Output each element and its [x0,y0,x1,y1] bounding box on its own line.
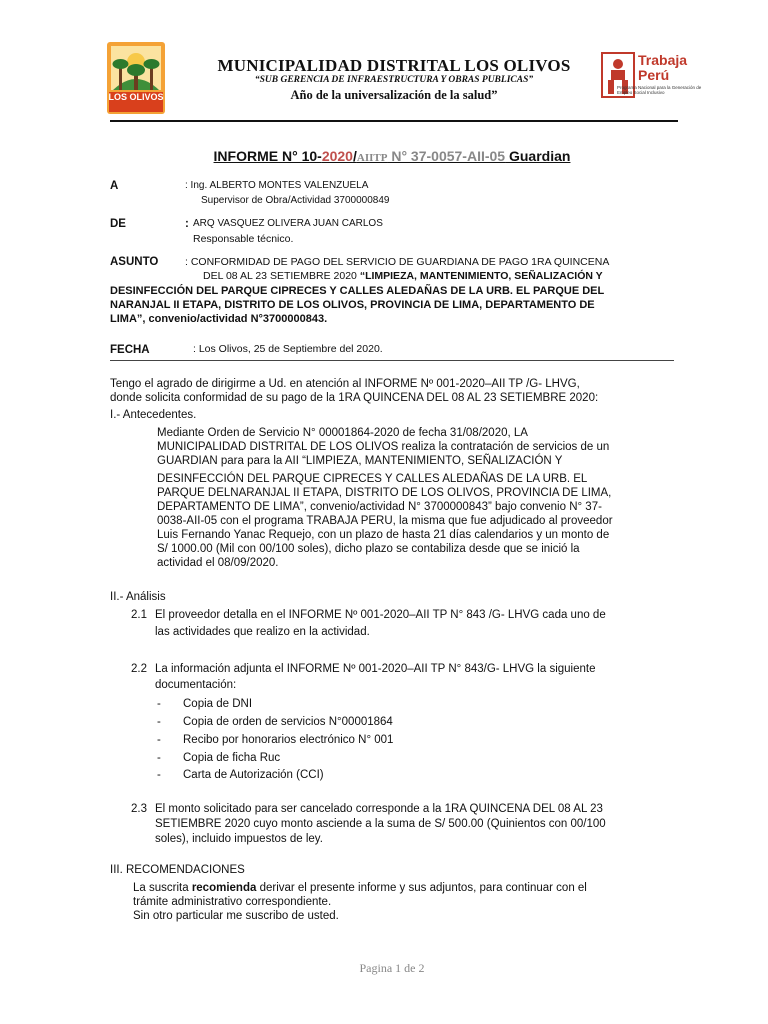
trabaja-logo-line1: Trabaja [638,52,688,68]
analisis-2-3-number: 2.3 [131,803,147,815]
municipal-logo-text: LOS OLIVOS [108,92,164,102]
bullet-dash: - [157,769,161,781]
fecha-label: FECHA [110,344,150,356]
recomendacion-line-1c: derivar el presente informe y sus adjuntos, para continuar con el [256,882,587,894]
informe-year: 2020 [321,148,353,164]
bullet-dash: - [157,734,161,746]
asunto-line-2b: “LIMPIEZA, MANTENIMIENTO, SEÑALIZACIÓN Y [359,270,603,282]
analisis-2-3-line-1: El monto solicitado para ser cancelado corresponde a la 1RA QUINCENA DEL 08 AL 23 [155,803,603,815]
header-divider [110,120,678,122]
antecedentes-line-3: GUARDIAN para para la AII “LIMPIEZA, MANTENIMIENTO, SEÑALIZACIÓN Y [157,455,563,467]
bullet-dash: - [157,716,161,728]
asunto-line-3: DESINFECCIÓN DEL PARQUE CIPRECES Y CALLES ALEDAÑAS DE LA URB. EL PARQUE DEL [110,285,605,297]
asunto-line-2 [203,270,603,282]
bullet-item: Copia de DNI [183,698,253,710]
de-colon: : [185,218,189,230]
informe-slash: / [352,148,357,164]
antecedentes-line-6: DEPARTAMENTO DE LIMA”, convenio/actividad N° 3700000843” bajo convenio N° 37- [157,501,602,513]
antecedentes-line-10: actividad el 08/09/2020. [157,557,279,569]
antecedentes-line-1: Mediante Orden de Servicio N° 00001864-2020 de fecha 31/08/2020, LA [157,427,528,439]
recomendacion-keyword: recomienda [191,882,257,894]
header-subtitle: “SUB GERENCIA DE INFRAESTRUCTURA Y OBRAS PUBLICAS” [254,75,534,85]
asunto-line-4: NARANJAL II ETAPA, DISTRITO DE LOS OLIVOS, PROVINCIA DE LIMA, DEPARTAMENTO DE [110,299,595,311]
trabaja-peru-logo [601,52,702,106]
antecedentes-line-5: PARQUE DELNARANJAL II ETAPA, DISTRITO DE LOS OLIVOS, PROVINCIA DE LIMA, [157,487,612,499]
recomendacion-line-1a: La suscrita [133,882,192,894]
header-year-line: Año de la universalización de la salud” [290,88,498,102]
header-title: MUNICIPALIDAD DISTRITAL LOS OLIVOS [217,56,571,75]
a-value-2: Supervisor de Obra/Actividad 3700000849 [201,195,390,206]
intro-line-2: donde solicita conformidad de su pago de la 1RA QUINCENA DEL 08 AL 23 SETIEMBRE 2020: [110,392,599,404]
recomendacion-line-1 [133,881,587,895]
informe-prefix: INFORME N° 10- [213,148,322,164]
bullet-item: Copia de ficha Ruc [183,752,281,764]
asunto-line-1: : CONFORMIDAD DE PAGO DEL SERVICIO DE GUARDIANA DE PAGO 1RA QUINCENA [185,256,610,268]
antecedentes-line-4: DESINFECCIÓN DEL PARQUE CIPRECES Y CALLES ALEDAÑAS DE LA URB. EL [157,473,588,485]
asunto-line-5: LIMA”, convenio/actividad N°3700000843. [110,313,328,325]
analisis-2-2-number: 2.2 [131,663,147,675]
bullet-dash: - [157,698,161,710]
de-value: ARQ VASQUEZ OLIVERA JUAN CARLOS [193,218,383,229]
section-3-heading: III. RECOMENDACIONES [110,864,245,876]
section-1-heading: I.- Antecedentes. [110,409,197,421]
antecedentes-line-9: S/ 1000.00 (Mil con 00/100 soles), dicho plazo se contabiliza desde que se inició la [157,543,580,555]
de-label: DE [110,218,126,230]
recomendacion-line-2: trámite administrativo correspondiente. [133,896,332,908]
analisis-2-3-line-2: SETIEMBRE 2020 cuyo monto asciende a la suma de S/ 500.00 (Quinientos con 00/100 [155,818,606,830]
informe-title [110,148,674,164]
a-value: : Ing. ALBERTO MONTES VALENZUELA [185,180,369,191]
informe-suffix: Guardian [505,148,571,164]
bullet-item: Carta de Autorización (CCI) [183,769,324,781]
asunto-line-2a: DEL 08 AL 23 SETIEMBRE 2020 [203,270,360,282]
analisis-2-2-line-2: documentación: [155,679,237,691]
antecedentes-line-7: 0038-AII-05 con el programa TRABAJA PERU, la misma que fue adjudicado al proveedor [157,515,613,527]
fecha-value: : Los Olivos, 25 de Septiembre del 2020. [193,343,383,355]
intro-line-1: Tengo el agrado de dirigirme a Ud. en atención al INFORME Nº 001-2020–AII TP /G- LHVG, [110,378,580,390]
trabaja-logo-caption: Programa Nacional para la Generación de Empleo Social Inclusivo [617,85,702,95]
bullet-item: Recibo por honorarios electrónico N° 001 [183,734,394,746]
meta-divider [110,360,674,361]
informe-aiitp: AIITP [356,152,388,164]
analisis-2-3-line-3: soles), incluido impuestos de ley. [155,833,323,845]
analisis-2-2-line-1: La información adjunta el INFORME Nº 001-2020–AII TP N° 843/G- LHVG la siguiente [155,663,596,675]
analisis-2-1-line-1: El proveedor detalla en el INFORME Nº 001-2020–AII TP N° 843 /G- LHVG cada uno de [155,609,606,621]
bullet-item: Copia de orden de servicios N°00001864 [183,716,393,728]
bullet-dash: - [157,752,161,764]
page-number: Pagina 1 de 2 [359,961,425,975]
a-label: A [110,180,119,192]
de-value-2: Responsable técnico. [193,233,294,245]
section-2-heading: II.- Análisis [110,591,166,603]
antecedentes-line-8: Luis Fernando Yanac Requejo, con un plazo de hasta 21 días calendarios y un monto de [157,529,610,541]
trabaja-logo-line2: Perú [638,67,670,83]
analisis-2-1-number: 2.1 [131,609,147,621]
analisis-2-1-line-2: las actividades que realizo en la actividad. [155,626,370,638]
municipal-logo [107,42,165,114]
asunto-label: ASUNTO [110,256,159,268]
recomendacion-line-3: Sin otro particular me suscribo de usted. [133,910,339,922]
informe-number: N° 37-0057-AII-05 [387,148,506,164]
antecedentes-line-2: MUNICIPALIDAD DISTRITAL DE LOS OLIVOS realiza la contratación de servicios de un [157,441,610,453]
